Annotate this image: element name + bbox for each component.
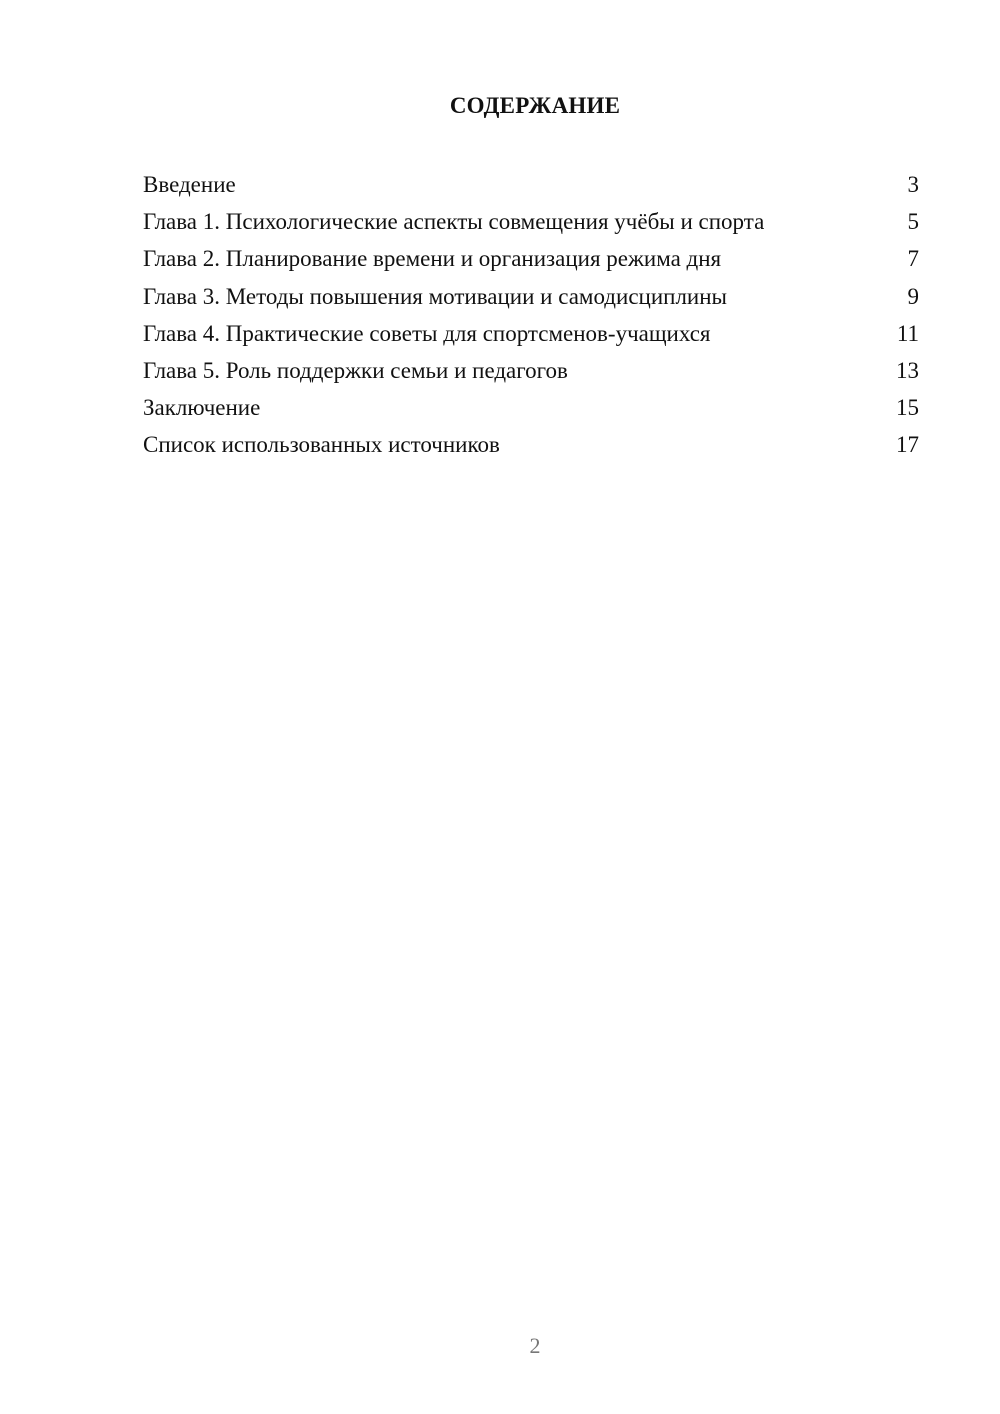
toc-entry-chapter-2[interactable]	[143, 240, 919, 277]
toc-entry-label: Глава 5. Роль поддержки семьи и педагогов	[143, 357, 568, 383]
toc-entry-label: Глава 3. Методы повышения мотивации и самодисциплины	[143, 283, 727, 309]
toc-entry-page: 7	[907, 246, 919, 272]
toc-entry-label: Глава 4. Практические советы для спортсменов-учащихся	[143, 320, 711, 346]
table-of-contents	[143, 166, 919, 464]
toc-entry-page: 5	[907, 209, 919, 235]
page-number: 2	[529, 1333, 541, 1358]
toc-entry-conclusion[interactable]	[143, 389, 919, 426]
toc-entry-label: Глава 1. Психологические аспекты совмещения учёбы и спорта	[143, 209, 765, 235]
toc-entry-page: 9	[907, 283, 919, 309]
toc-entry-page: 17	[896, 432, 919, 458]
toc-entry-page: 3	[907, 172, 919, 197]
toc-entry-label: Глава 2. Планирование времени и организация режима дня	[143, 246, 722, 272]
toc-entry-page: 11	[896, 320, 919, 346]
toc-entry-introduction[interactable]	[143, 166, 919, 203]
toc-entry-page: 13	[896, 357, 919, 383]
toc-entry-label: Заключение	[143, 395, 261, 421]
toc-entry-chapter-5[interactable]	[143, 352, 919, 389]
toc-entry-label: Список использованных источников	[143, 432, 500, 458]
toc-entry-label: Введение	[143, 172, 236, 197]
toc-entry-chapter-3[interactable]	[143, 278, 919, 315]
page-title: СОДЕРЖАНИЕ	[449, 93, 621, 118]
toc-entry-page: 15	[896, 395, 919, 421]
toc-entry-chapter-1[interactable]	[143, 203, 919, 240]
toc-entry-chapter-4[interactable]	[143, 315, 919, 352]
toc-entry-references[interactable]	[143, 426, 919, 463]
